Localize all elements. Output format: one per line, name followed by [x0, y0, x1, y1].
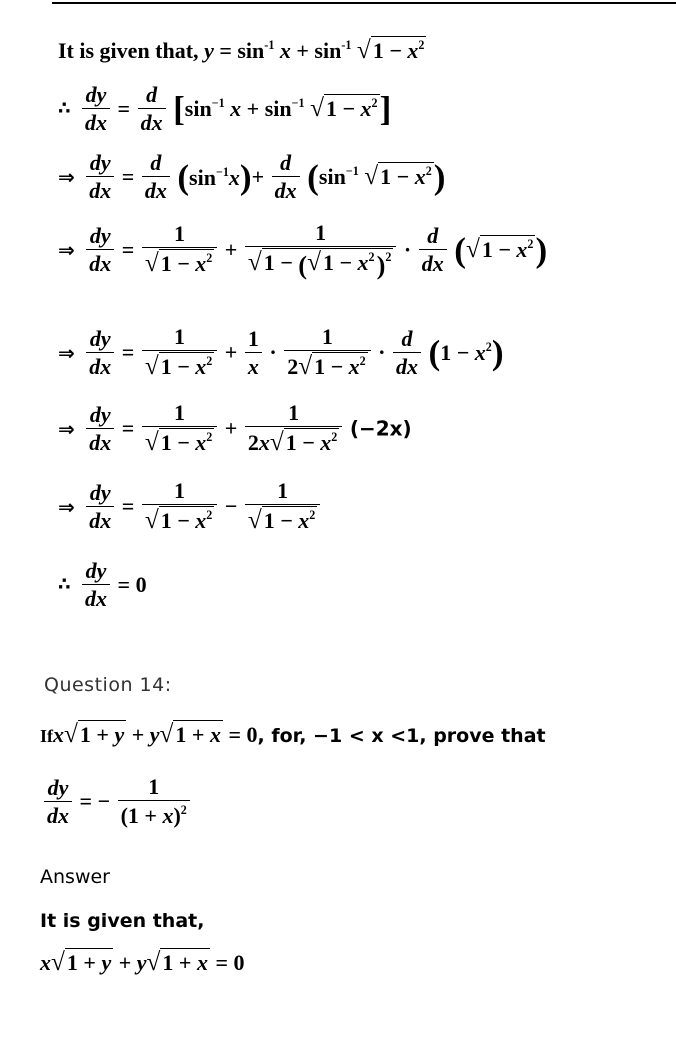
- equals-zero: = 0: [117, 572, 147, 597]
- implies-arrow: ⇒: [58, 340, 75, 365]
- fraction-1-over-sqrt-2: $\frac{1}{√1 - x^2}$: [245, 480, 320, 533]
- inverse-sup: -1: [264, 37, 275, 52]
- top-rule: [52, 2, 676, 4]
- d-dx-operator: $\frac{d}{dx}$: [142, 152, 170, 202]
- sin-text-2: sin: [314, 38, 342, 63]
- given-equation: x√1 + y + y√1 + x = 0: [40, 948, 245, 976]
- step-2: ⇒ $\frac{dy}{dx}$ = $\frac{d}{dx}$ $(\sin^{-1}x)+$ $\frac{d}{dx}$ ($\sin^{-1}$ $√1 - x^2$): [58, 150, 446, 203]
- fraction-1-over-2sqrt: $\frac{1}{2√1 - x^2}$: [284, 326, 370, 379]
- neg-2x-factor: (−2x): [349, 416, 412, 441]
- dy-dx-fraction: $\frac{dy}{dx}$: [82, 84, 110, 134]
- fraction-1-over-sqrt: $\frac{1}{√1 - x^2}$: [142, 326, 217, 379]
- dy-dx-fraction: $\frac{dy}{dx}$: [86, 482, 114, 532]
- prove-expression: $\frac{dy}{dx}$ = − $\frac{1}{(1 + x)^2}$: [42, 776, 192, 827]
- implies-arrow: ⇒: [58, 494, 75, 519]
- dy-dx-fraction: $\frac{dy}{dx}$: [86, 404, 114, 454]
- conclusion: [58, 560, 147, 610]
- dy-dx-fraction: $\frac{dy}{dx}$: [86, 152, 114, 202]
- question-statement: [40, 722, 546, 747]
- step-4: ⇒ $\frac{dy}{dx}$ = $\frac{1}{√1 - x^2}$ + $\frac{1}{x}$ · $\frac{1}{2√1 - x^2}$ · $\frac{d}{dx}$ $(1 - x^2)$: [58, 324, 504, 380]
- fraction-1-over-sqrt: $\frac{1}{√1 - x^2}$: [142, 402, 217, 455]
- d-dx-operator: $\frac{d}{dx}$: [393, 328, 421, 378]
- sin-text: sin: [237, 38, 265, 63]
- dy-dx-fraction: $\frac{dy}{dx}$: [86, 328, 114, 378]
- given-label: It is given that,: [58, 38, 205, 63]
- question-equation: x√1 + y + y√1 + x = 0: [53, 720, 258, 748]
- question-condition: , for, −1 < x <1, prove that: [257, 725, 546, 747]
- fraction-1-over-sqrt: $\frac{1}{√1 - x^2}$: [142, 223, 217, 276]
- dy-dx-fraction: $\frac{dy}{dx}$: [86, 225, 114, 275]
- step-1: ∴ $\frac{dy}{dx}$ = $\frac{d}{dx}$ [$\sin^{-1}$ $x + \sin^{-1} √1 - x^2$]: [58, 82, 392, 135]
- fraction-1-over-sqrt: $\frac{1}{√1 - x^2}$: [142, 480, 217, 533]
- plus-sign: +: [296, 38, 309, 63]
- implies-arrow: ⇒: [58, 165, 75, 189]
- given-again: It is given that,: [40, 910, 205, 932]
- step-3: ⇒ $\frac{dy}{dx}$ = $\frac{1}{√1 - x^2}$ + $\frac{1}{√1 - (√1 - x^2)^2}$ · $\frac{d}{dx}$ $(√1 - x^2)$: [58, 220, 548, 280]
- var-x: x: [279, 38, 291, 63]
- step-6: ⇒ $\frac{dy}{dx}$ = $\frac{1}{√1 - x^2}$ − $\frac{1}{√1 - x^2}$: [58, 480, 322, 533]
- dy-dx-fraction: $\frac{dy}{dx}$: [44, 777, 72, 827]
- sqrt-expr: $√1 - x^2$: [356, 36, 425, 64]
- question-heading: Question 14:: [44, 674, 172, 696]
- d-dx-operator: $\frac{d}{dx}$: [419, 225, 447, 275]
- if-word: If: [40, 726, 53, 746]
- fraction-1-over-x: $\frac{1}{x}$: [245, 328, 262, 378]
- answer-heading: Answer: [40, 866, 110, 888]
- d-dx-operator: $\frac{d}{dx}$: [138, 84, 166, 134]
- therefore-symbol: ∴: [58, 574, 71, 595]
- implies-arrow: ⇒: [58, 416, 75, 441]
- step-5: ⇒ $\frac{dy}{dx}$ = $\frac{1}{√1 - x^2}$ + $\frac{1}{2x√1 - x^2}$ (−2x): [58, 400, 412, 456]
- therefore-symbol: ∴: [58, 98, 71, 119]
- given-line: It is given that, $y = \sin^{-1} x + \sin^{-1} √1 - x^2$: [58, 36, 425, 64]
- fraction-1-over-2xsqrt: $\frac{1}{2x√1 - x^2}$: [245, 402, 342, 455]
- implies-arrow: ⇒: [58, 238, 75, 263]
- fraction-nested-sqrt: $\frac{1}{√1 - (√1 - x^2)^2}$: [245, 222, 397, 278]
- d-dx-operator-2: $\frac{d}{dx}$: [272, 152, 300, 202]
- dy-dx-fraction: $\frac{dy}{dx}$: [82, 560, 110, 610]
- inverse-sup-2: -1: [341, 37, 352, 52]
- fraction-1-over-1px-squared: $\frac{1}{(1 + x)^2}$: [118, 776, 190, 827]
- var-y: y: [204, 38, 214, 63]
